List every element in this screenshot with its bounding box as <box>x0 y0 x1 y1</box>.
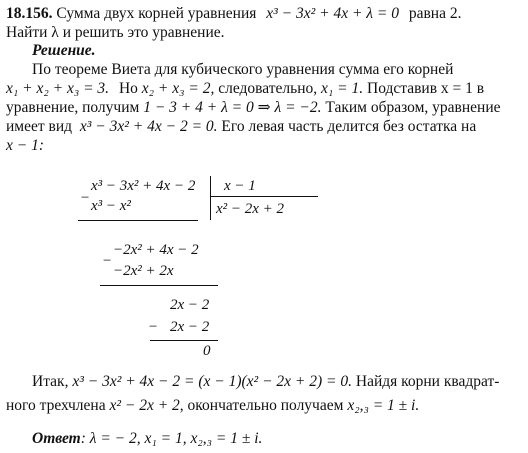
division-sub-2: −2x² + 2x <box>113 263 174 279</box>
division-bar-vertical <box>210 176 211 220</box>
text-therefore: следовательно, <box>218 80 318 97</box>
root-sum: x₂ + x₃ = 2, <box>141 80 215 97</box>
problem-text: Сумма двух корней уравнения <box>56 5 257 22</box>
conclusion-line-2 <box>6 397 419 415</box>
text-thus: Таким образом, уравнение <box>325 99 501 116</box>
text-equation-get: уравнение, получим <box>6 99 140 116</box>
complex-roots: x₂,₃ = 1 ± i. <box>347 397 420 414</box>
body-line-2 <box>6 80 484 98</box>
answer-label: Ответ <box>32 430 81 447</box>
body-line-3 <box>6 99 501 117</box>
division-quotient: x² − 2x + 2 <box>216 201 285 217</box>
division-remainder-2: 2x − 2 <box>170 297 210 313</box>
division-divisor: x − 1 <box>224 178 256 194</box>
factorization: x³ − 3x² + 4x − 2 = (x − 1)(x² − 2x + 2) = 0. <box>72 373 352 390</box>
text-finally: окончательно получаем <box>187 397 344 414</box>
text-finding-roots: Найдя корни квадрат- <box>355 373 500 390</box>
problem-line-2: Найти λ и решить это уравнение. <box>6 24 225 41</box>
cubic-equation: x³ − 3x² + 4x − 2 = 0. <box>79 118 218 135</box>
quadratic: x² − 2x + 2, <box>109 397 184 414</box>
division-line-2 <box>100 285 218 286</box>
vieta-sum: x₁ + x₂ + x₃ = 3. <box>6 80 110 97</box>
problem-line-1 <box>6 5 461 23</box>
answer-line <box>32 430 262 448</box>
division-minus-1: − <box>80 190 91 206</box>
division-sub-1: x³ − x² <box>91 198 131 214</box>
division-line-3 <box>150 340 218 341</box>
solution-heading: Решение. <box>32 42 96 59</box>
text-so: Итак, <box>32 373 69 390</box>
body-line-5: x − 1: <box>6 137 45 154</box>
text-has-form: имеет вид <box>6 118 73 135</box>
division-minus-3: − <box>148 319 159 335</box>
division-final: 0 <box>203 343 211 359</box>
text-substitute: Подставив x = 1 в <box>367 80 485 97</box>
text-divisible: Его левая часть делится без остатка на <box>221 118 477 135</box>
division-bar-horizontal <box>210 196 318 197</box>
body-line-4 <box>6 118 476 136</box>
root-x1: x₁ = 1. <box>321 80 364 97</box>
division-sub-3: 2x − 2 <box>170 319 210 335</box>
conclusion-line-1 <box>32 373 499 391</box>
text-trinomial: ного трехчлена <box>6 397 106 414</box>
problem-number: 18.156. <box>6 5 53 22</box>
division-line-1 <box>78 220 198 221</box>
division-remainder-1: −2x² + 4x − 2 <box>113 242 199 258</box>
body-line-1: По теореме Виета для кубического уравнения сумма его корней <box>32 61 454 78</box>
problem-text-2: равна 2. <box>408 5 462 22</box>
problem-equation: x³ − 3x² + 4x + λ = 0 <box>266 5 399 22</box>
answer-value: : λ = − 2, x₁ = 1, x₂,₃ = 1 ± i. <box>80 430 263 447</box>
division-minus-2: − <box>102 253 113 269</box>
lambda-derivation: 1 − 3 + 4 + λ = 0 ⇒ λ = −2. <box>143 99 322 116</box>
text-but: Но <box>118 80 138 97</box>
division-dividend: x³ − 3x² + 4x − 2 <box>91 178 196 194</box>
